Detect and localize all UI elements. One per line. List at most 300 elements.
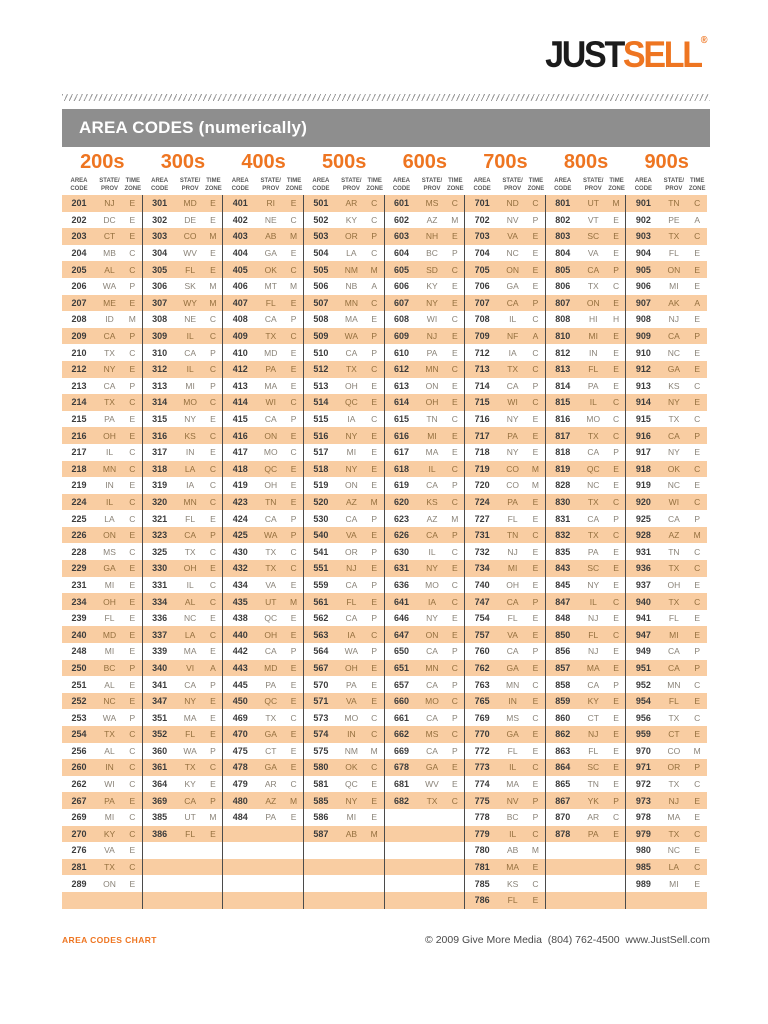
zone-cell: C [612,281,620,292]
group-rows [626,195,707,909]
area-code-row [546,527,626,544]
zone-cell: E [532,563,539,574]
state-cell: AK [668,297,680,308]
state-cell: FL [668,248,679,259]
area-code-row [465,676,545,693]
code-cell: 713 [474,364,490,375]
state-cell: FL [507,513,518,524]
logo-sell-text: SELL [623,34,702,75]
state-cell: CT [668,729,680,740]
zone-cell: C [129,447,136,458]
area-code-row [465,278,545,295]
area-code-row [546,709,626,726]
state-cell: CA [667,430,680,441]
state-cell: NY [587,579,600,590]
state-cell: NM [344,264,358,275]
code-cell: 269 [71,812,87,823]
area-code-row [546,261,626,278]
area-code-row [223,560,303,577]
code-cell: 701 [474,198,490,209]
state-cell: MI [669,878,679,889]
state-cell: AZ [426,214,438,225]
zone-cell: E [532,696,539,707]
area-code-row [465,660,545,677]
code-cell: 575 [313,745,329,756]
area-code-row [385,759,465,776]
state-cell: NY [506,414,519,425]
code-cell: 702 [474,214,490,225]
state-cell: SK [184,281,196,292]
state-cell: VT [587,214,599,225]
area-code-row [223,643,303,660]
state-cell: NY [345,795,358,806]
area-code-row [385,394,465,411]
group-title: 500s [321,151,367,173]
state-cell: CA [184,795,197,806]
area-code-row [385,361,465,378]
zone-cell: E [210,712,216,723]
code-cell: 519 [313,480,329,491]
area-code-row [465,494,545,511]
zone-cell: C [451,198,458,209]
state-cell: OH [264,480,278,491]
code-cell: 903 [635,231,651,242]
state-cell: IN [589,347,598,358]
state-cell: ON [264,430,278,441]
code-cell: 971 [635,762,651,773]
code-cell: 256 [71,745,87,756]
state-cell: MO [183,397,197,408]
area-code-row [143,626,223,643]
zone-cell: E [290,729,297,740]
state-cell: MI [669,629,679,640]
code-cell: 705 [474,264,490,275]
state-cell: GA [264,729,277,740]
area-code-row [546,577,626,594]
code-cell: 828 [555,480,571,491]
area-code-row [62,792,142,809]
code-cell: 978 [635,812,651,823]
code-cell: 909 [635,331,651,342]
area-code-row [143,892,223,909]
code-cell: 423 [232,496,248,507]
state-cell: UT [265,596,277,607]
area-code-row [546,510,626,527]
zone-cell: E [290,662,297,673]
state-cell: NY [345,430,358,441]
zone-cell: P [371,513,378,524]
zone-cell: E [532,546,539,557]
code-cell: 419 [232,480,248,491]
area-code-row [143,543,223,560]
zone-cell: M [209,297,217,308]
zone-cell: E [290,745,297,756]
state-cell: VI [186,662,195,673]
code-cell: 661 [393,712,410,723]
subheader-state-prov: STATE/ PROV [663,178,685,192]
code-cell: 303 [152,231,168,242]
code-cell: 762 [474,662,490,673]
state-cell: LA [184,463,196,474]
code-cell: 813 [555,364,571,375]
state-cell: PA [265,364,277,375]
zone-cell: E [290,248,297,259]
area-code-row [143,643,223,660]
code-cell: 941 [635,613,651,624]
code-cell: 956 [635,712,651,723]
state-cell: AR [587,812,600,823]
area-code-row [143,477,223,494]
area-code-row [626,195,707,212]
zone-cell: E [532,662,539,673]
zone-cell: P [129,712,136,723]
area-code-row [626,610,707,627]
code-cell: 254 [71,729,87,740]
zone-cell: C [129,347,136,358]
area-code-row [626,842,707,859]
zone-cell: E [290,696,297,707]
code-cell: 430 [232,546,248,557]
area-code-row [143,344,223,361]
state-cell: CA [184,679,197,690]
area-code-row [304,361,384,378]
code-cell: 424 [232,513,248,524]
area-code-row [223,660,303,677]
code-cell: 340 [152,662,168,673]
state-cell: MN [344,297,358,308]
state-cell: TX [104,397,115,408]
code-cell: 403 [232,231,248,242]
zone-cell: C [129,546,136,557]
zone-cell: E [694,696,701,707]
state-cell: NE [184,314,197,325]
area-code-row [626,461,707,478]
zone-cell: C [532,198,539,209]
code-cell: 769 [474,712,490,723]
state-cell: TN [668,198,680,209]
area-code-row [626,328,707,345]
zone-cell: C [694,463,701,474]
area-code-row [304,643,384,660]
area-code-row [465,759,545,776]
area-code-row [304,328,384,345]
area-code-row [626,344,707,361]
code-cell: 937 [635,579,651,590]
subheader-area-code: AREA CODE [473,178,491,192]
zone-cell: C [371,729,378,740]
state-cell: MO [425,696,439,707]
state-cell: IL [428,546,436,557]
zone-cell: E [613,828,619,839]
zone-cell: E [613,331,619,342]
code-cell: 707 [474,297,490,308]
area-code-row [62,261,142,278]
area-code-row [143,311,223,328]
code-cell: 931 [635,546,651,557]
column-subheaders [385,176,466,195]
zone-cell: E [532,745,539,756]
zone-cell: P [371,331,378,342]
code-cell: 630 [393,546,410,557]
zone-cell: E [613,297,619,308]
state-cell: FL [588,629,599,640]
area-code-row [223,842,303,859]
zone-cell: P [129,380,136,391]
zone-cell: C [209,314,216,325]
zone-cell: E [371,696,378,707]
code-cell: 320 [152,496,168,507]
area-code-row [143,610,223,627]
zone-cell: E [129,430,136,441]
group-rows [304,195,385,909]
code-cell: 724 [474,496,490,507]
code-cell: 479 [232,779,248,790]
code-cell: 304 [152,248,168,259]
code-cell: 469 [232,712,248,723]
column-subheaders [465,176,546,195]
state-cell: RI [266,198,275,209]
state-cell: IN [508,696,517,707]
code-cell: 864 [555,762,571,773]
area-code-row [385,212,465,229]
code-cell: 856 [555,646,571,657]
column-subheaders [626,176,707,195]
group-title: 300s [160,151,206,173]
zone-cell: P [532,812,539,823]
state-cell: CA [426,679,438,690]
state-cell: CA [184,530,197,541]
area-code-row [465,461,545,478]
area-code-row [223,261,303,278]
area-code-row [465,477,545,494]
area-code-row [385,859,465,876]
area-code-row [465,792,545,809]
state-cell: MO [344,712,359,723]
code-cell: 401 [232,198,248,209]
state-cell: SD [426,264,438,275]
state-cell: AZ [345,496,357,507]
area-code-row [626,743,707,760]
state-cell: NE [264,214,277,225]
area-code-row [546,328,626,345]
state-cell: ON [667,264,681,275]
area-code-row [304,676,384,693]
area-code-row [546,311,626,328]
code-cell: 740 [474,579,490,590]
zone-cell: C [371,198,378,209]
code-cell: 914 [635,397,651,408]
state-cell: IA [508,347,517,358]
area-code-row [143,577,223,594]
code-cell: 850 [555,629,571,640]
state-cell: LA [184,629,196,640]
area-code-row [223,311,303,328]
state-cell: QC [264,463,278,474]
area-code-row [62,593,142,610]
state-cell: DC [103,214,116,225]
state-cell: MO [586,414,601,425]
state-cell: CA [103,331,116,342]
zone-cell: P [210,380,216,391]
code-cell: 415 [232,414,248,425]
code-cell: 719 [474,463,490,474]
area-code-row [304,726,384,743]
zone-cell: P [451,646,458,657]
area-code-row [465,577,545,594]
area-code-row [465,593,545,610]
zone-cell: E [290,347,297,358]
state-cell: MO [425,579,439,590]
group-rows [385,195,466,909]
code-cell: 416 [232,430,248,441]
area-code-row [626,709,707,726]
zone-cell: E [613,779,619,790]
code-cell: 979 [635,828,651,839]
area-code-row [62,643,142,660]
area-code-row [143,709,223,726]
zone-cell: E [129,480,136,491]
zone-cell: C [532,397,539,408]
zone-cell: C [451,729,458,740]
code-cell: 619 [393,480,410,491]
group-title: 800s [563,151,609,173]
state-cell: KS [184,430,196,441]
area-code-row [465,776,545,793]
area-code-row [304,842,384,859]
state-cell: ND [506,198,519,209]
state-cell: IA [186,480,195,491]
state-cell: NM [344,745,358,756]
state-cell: CO [506,480,519,491]
state-cell: SC [587,563,600,574]
zone-cell: C [209,397,216,408]
area-code-row [546,494,626,511]
code-cell: 316 [152,430,168,441]
area-code-row [62,295,142,312]
zone-cell: C [371,297,378,308]
area-code-row [223,693,303,710]
state-cell: OH [103,430,116,441]
subheader-time-zone: TIME ZONE [124,178,142,192]
zone-cell: C [694,712,701,723]
state-cell: MA [264,380,278,391]
area-code-row [626,295,707,312]
area-code-row [304,344,384,361]
code-cell: 815 [555,397,571,408]
state-cell: TX [668,231,680,242]
zone-cell: C [451,496,458,507]
group-title: 700s [483,151,528,173]
zone-cell: C [451,795,458,806]
state-cell: SC [587,762,600,773]
zone-cell: E [451,563,458,574]
state-cell: CA [667,662,680,673]
zone-cell: E [371,563,378,574]
zone-cell: E [451,331,458,342]
state-cell: OK [264,264,277,275]
area-code-row [546,344,626,361]
code-cell: 731 [474,530,490,541]
area-code-row [143,510,223,527]
area-code-row [626,212,707,229]
state-cell: TX [104,729,115,740]
state-cell: NY [667,397,680,408]
zone-cell: P [210,530,216,541]
state-cell: FL [507,613,518,624]
subheader-area-code: AREA CODE [312,178,330,192]
zone-cell: C [129,513,136,524]
zone-cell: P [532,380,539,391]
code-cell: 408 [232,314,248,325]
zone-cell: E [532,447,539,458]
state-cell: NC [103,696,116,707]
area-code-row [62,461,142,478]
zone-cell: E [451,447,458,458]
area-code-row [143,660,223,677]
area-code-row [62,759,142,776]
state-cell: MS [506,712,519,723]
area-code-row [223,328,303,345]
area-code-row [62,228,142,245]
code-cell: 716 [474,414,490,425]
zone-cell: C [129,862,136,873]
subheader-time-zone: TIME ZONE [688,178,706,192]
code-cell: 647 [393,629,410,640]
zone-cell: E [210,563,216,574]
zone-cell: C [371,712,378,723]
zone-cell: C [290,214,297,225]
zone-cell: M [290,596,298,607]
state-cell: IL [186,364,194,375]
state-cell: TX [104,862,115,873]
zone-cell: P [371,546,378,557]
code-cell: 208 [71,314,87,325]
area-code-row [385,709,465,726]
state-cell: TX [668,596,680,607]
area-code-row [143,228,223,245]
state-cell: GA [506,729,519,740]
area-code-row [546,809,626,826]
state-cell: NB [345,281,358,292]
state-cell: CA [345,613,358,624]
area-code-row [546,792,626,809]
area-code-row [626,394,707,411]
state-cell: TN [668,546,680,557]
area-code-row [304,311,384,328]
state-cell: PA [265,679,277,690]
area-code-row [465,543,545,560]
state-cell: ON [425,629,439,640]
code-cell: 947 [635,629,651,640]
area-code-row [223,378,303,395]
state-cell: IN [347,729,356,740]
area-code-row [465,328,545,345]
area-code-row [223,344,303,361]
state-cell: MA [345,314,358,325]
area-code-row [385,875,465,892]
zone-cell: A [210,662,216,673]
zone-cell: C [612,812,620,823]
state-cell: GA [506,281,519,292]
code-cell: 657 [393,679,410,690]
zone-cell: E [371,314,378,325]
area-code-row [143,494,223,511]
state-cell: NJ [588,729,599,740]
state-cell: FL [588,745,599,756]
state-cell: WV [425,779,439,790]
code-cell: 213 [71,380,87,391]
code-cell: 209 [71,331,87,342]
